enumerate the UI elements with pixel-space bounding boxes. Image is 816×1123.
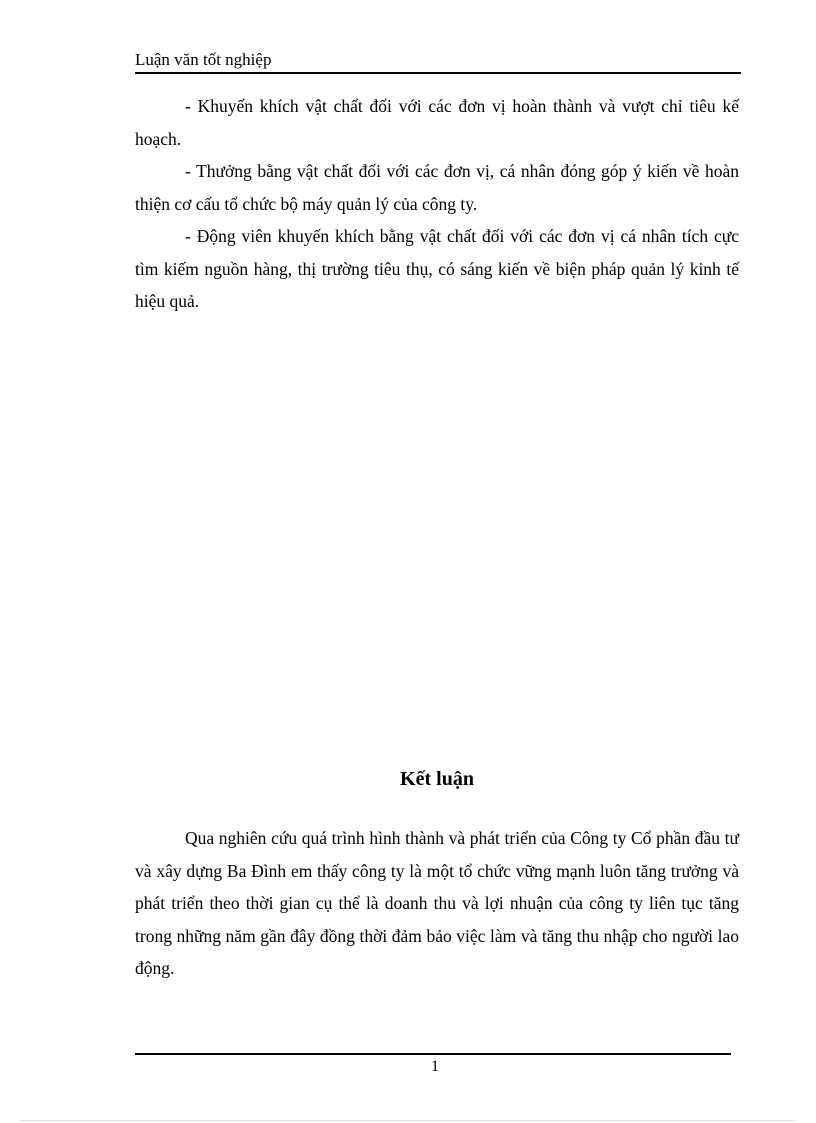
conclusion-body (135, 822, 739, 985)
paragraph-reward-contribution: - Thưởng bằng vật chất đối với các đơn vị, cá nhân đóng góp ý kiến về hoàn thiện cơ cấu tổ chức bộ máy quản lý của công ty. (135, 161, 739, 214)
running-header (135, 50, 741, 74)
page-number: 1 (431, 1058, 439, 1075)
conclusion-heading: Kết luận (400, 768, 474, 790)
footer-divider (135, 1053, 731, 1055)
paragraph-encouragement: - Động viên khuyến khích bằng vật chất đối với các đơn vị cá nhân tích cực tìm kiếm nguồn hàng, thị trường tiêu thụ, có sáng kiến về biện pháp quản lý kinh tế hiệu quả. (135, 226, 739, 311)
header-title: Luận văn tốt nghiệp (135, 50, 272, 69)
paragraph-material-incentive: - Khuyến khích vật chất đối với các đơn vị hoàn thành và vượt chỉ tiêu kế hoạch. (135, 96, 739, 149)
page-edge-divider (20, 1120, 796, 1121)
conclusion-paragraph: Qua nghiên cứu quá trình hình thành và phát triển của Công ty Cổ phần đầu tư và xây dựng Ba Đình em thấy công ty là một tổ chức vững mạnh luôn tăng trưởng và phát triển theo thời gian cụ thể là doanh thu và lợi nhuận của công ty liên tục tăng trong những năm gần đây đồng thời đảm bảo việc làm và tăng thu nhập cho người lao động. (135, 828, 739, 978)
incentive-paragraphs (135, 90, 739, 318)
